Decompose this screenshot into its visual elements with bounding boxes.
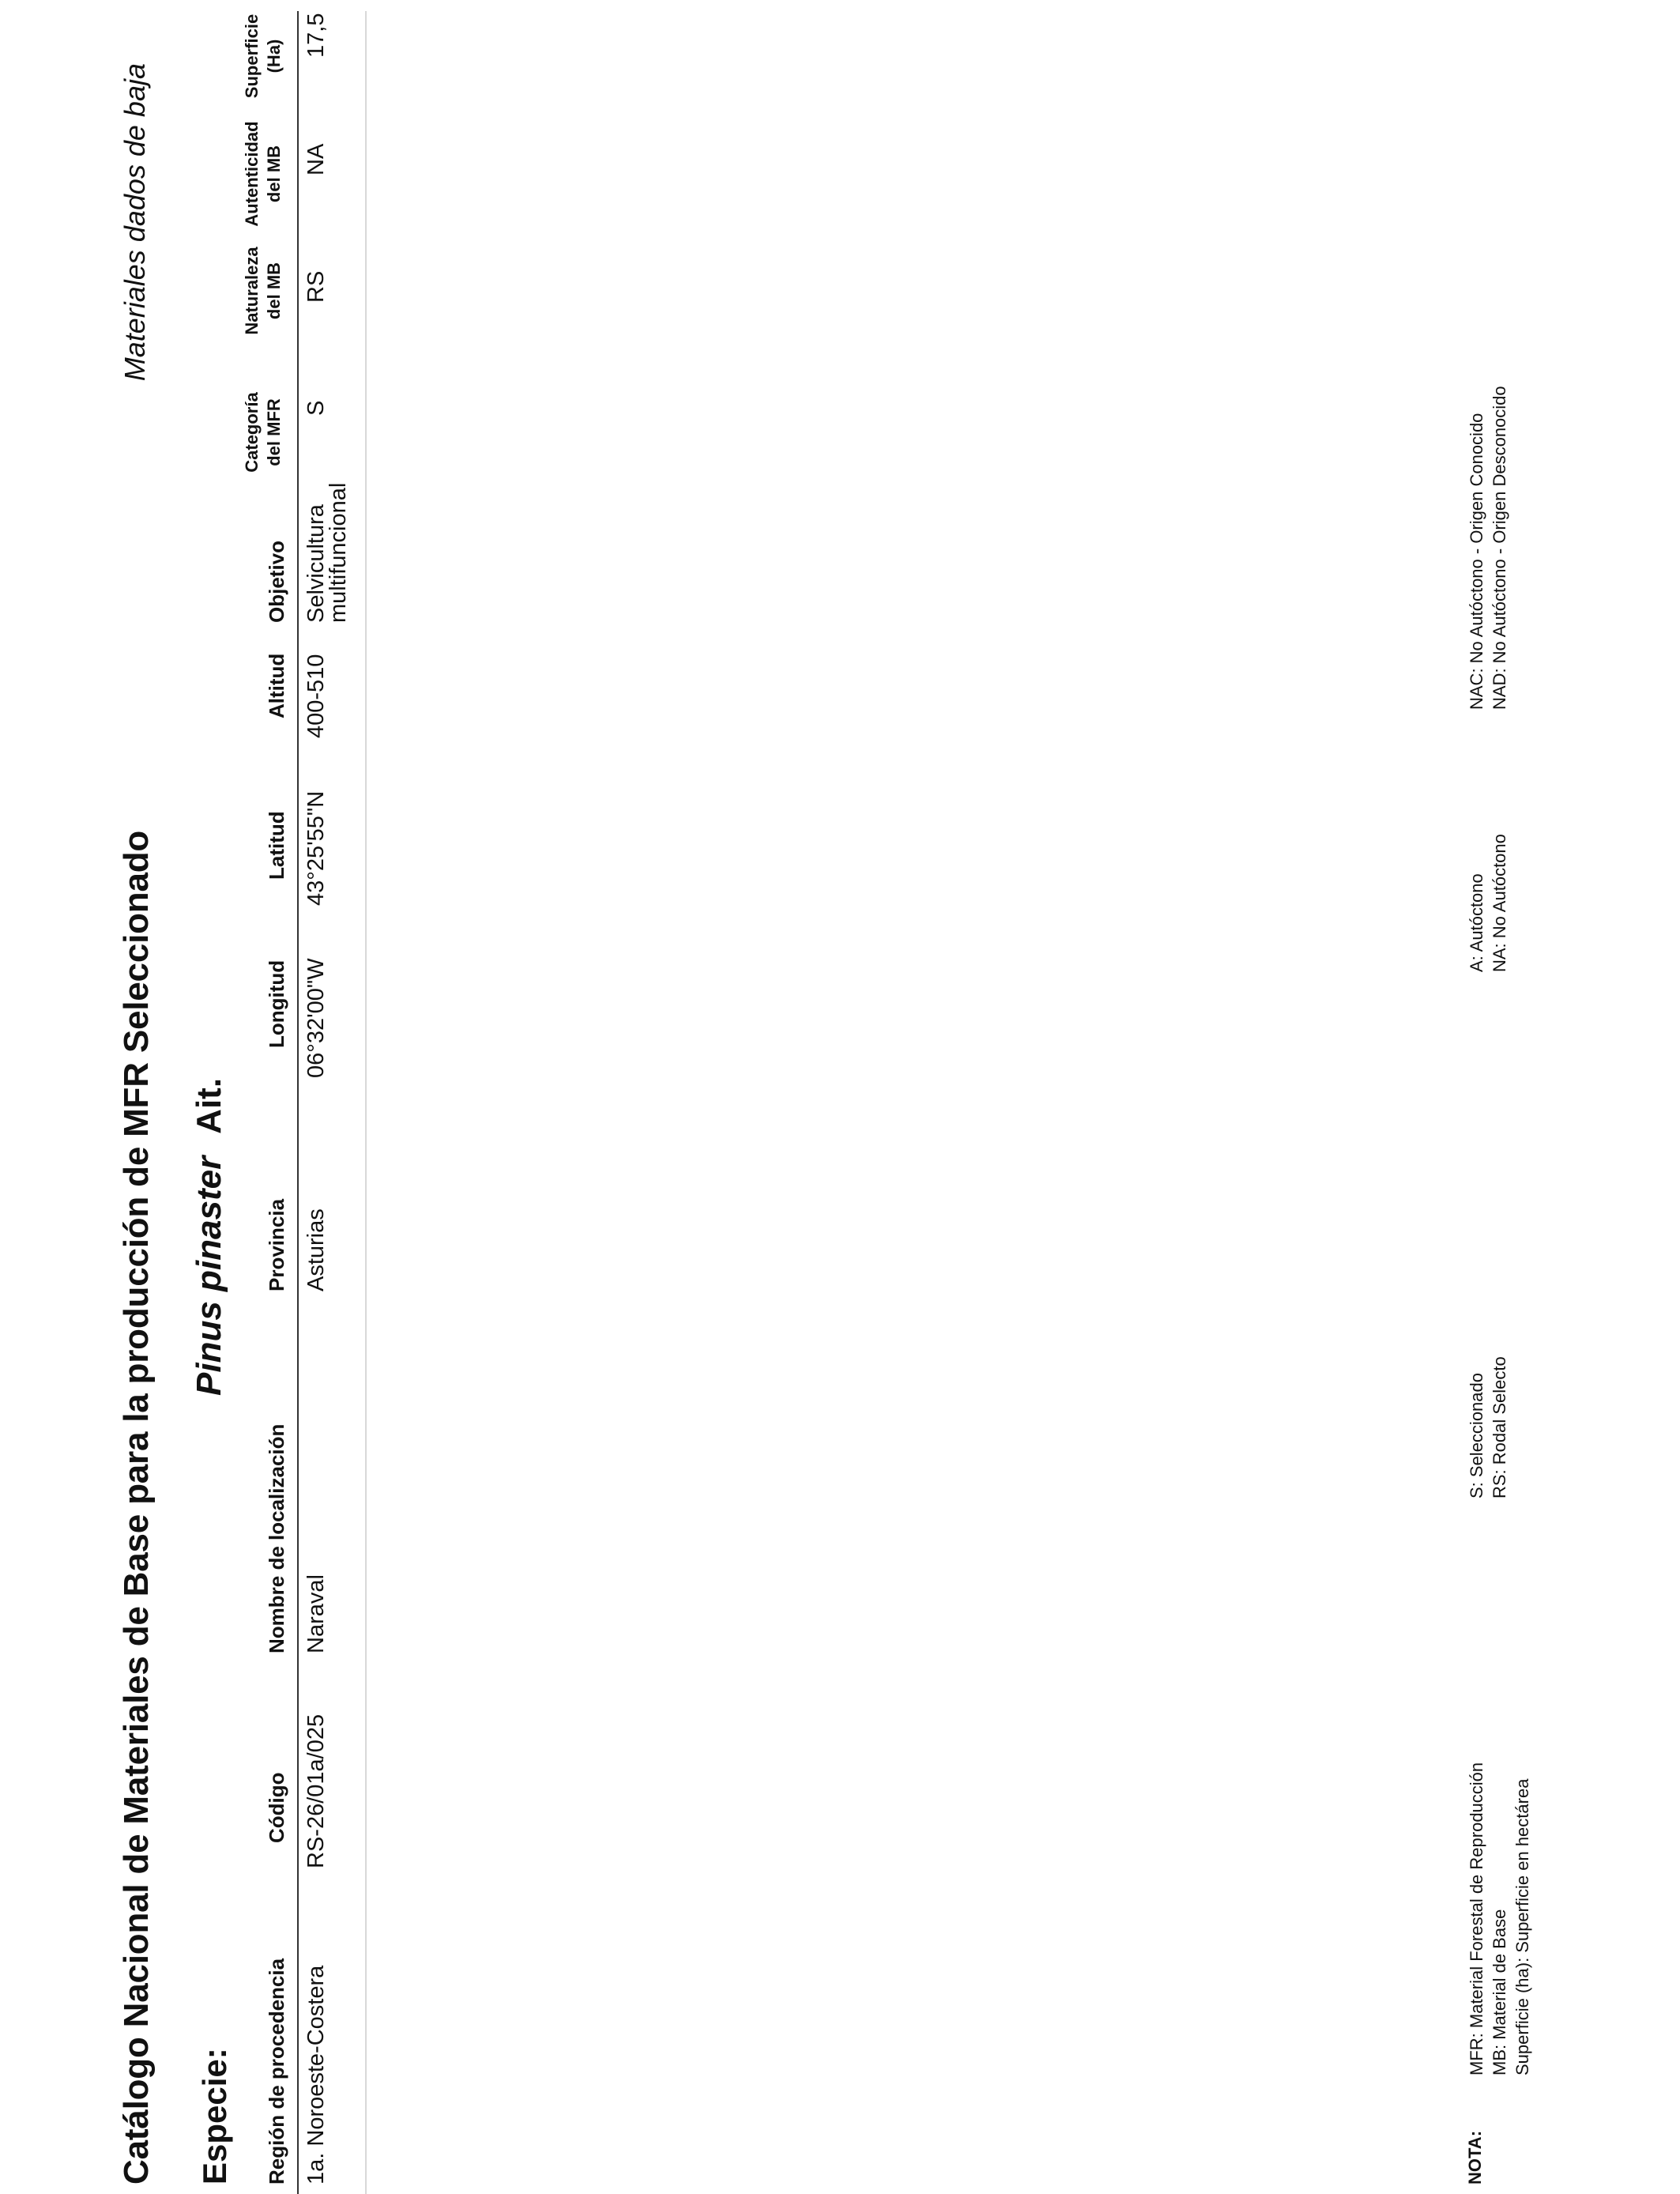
note-superficie: Superficie (ha): Superficie en hectárea xyxy=(1512,1778,1532,2075)
header-altitud: Altitud xyxy=(265,653,288,718)
cell-objetivo: Selvicultura xyxy=(303,504,329,623)
table-header-rule xyxy=(297,11,299,2194)
note-s: S: Seleccionado xyxy=(1467,1373,1486,1498)
species-heading xyxy=(190,1078,229,1396)
note-mb: MB: Material de Base xyxy=(1490,1909,1509,2075)
header-objetivo: Objetivo xyxy=(265,540,288,623)
header-nombre: Nombre de localización xyxy=(265,1423,288,1653)
cell-superficie: 17,5 xyxy=(303,13,329,58)
cell-longitud: 06°32'00"W xyxy=(303,958,329,1078)
header-naturaleza: Naturaleza del MB xyxy=(242,247,284,335)
notes-column-4 xyxy=(1465,267,1511,710)
note-nac: NAC: No Autóctono - Origen Conocido xyxy=(1467,413,1486,710)
notes-label: NOTA: xyxy=(1465,2130,1485,2185)
species-author: Ait. xyxy=(190,1077,228,1134)
header-longitud: Longitud xyxy=(265,959,288,1048)
notes-column-2 xyxy=(1465,1056,1511,1498)
cell-latitud: 43°25'55"N xyxy=(303,790,329,906)
header-superficie: Superficie (Ha) xyxy=(242,13,284,99)
header-region: Región de procedencia xyxy=(265,1958,288,2185)
note-mfr: MFR: Material Forestal de Reproducción xyxy=(1467,1762,1486,2075)
table-bottom-rule xyxy=(365,11,367,2194)
cell-objetivo-line2: multifuncional xyxy=(326,482,351,623)
document-title: Catálogo Nacional de Materiales de Base para la producción de MFR Seleccionado xyxy=(117,830,156,2185)
note-a: A: Autóctono xyxy=(1467,873,1486,972)
notes-column-1 xyxy=(1465,1633,1534,2075)
species-label: Especie: xyxy=(196,2048,233,2185)
species-scientific-name: Pinus pinaster xyxy=(190,1155,228,1396)
header-provincia: Provincia xyxy=(265,1198,288,1291)
cell-categoria: S xyxy=(303,400,329,416)
cell-naturaleza: RS xyxy=(303,270,329,303)
header-autenticidad: Autenticidad del MB xyxy=(242,121,284,227)
header-codigo: Código xyxy=(265,1772,288,1843)
cell-nombre: Naraval xyxy=(303,1574,329,1653)
header-categoria: Categoría del MFR xyxy=(242,392,284,473)
cell-altitud: 400-510 xyxy=(303,654,329,738)
note-na: NA: No Autóctono xyxy=(1490,834,1509,972)
cell-codigo: RS-26/01a/025 xyxy=(303,1713,329,1868)
cell-provincia: Asturias xyxy=(303,1208,329,1291)
cell-autenticidad: NA xyxy=(303,143,329,175)
note-nad: NAD: No Autóctono - Origen Desconocido xyxy=(1490,386,1509,710)
note-rs: RS: Rodal Selecto xyxy=(1490,1356,1509,1498)
cell-region: 1a. Noroeste-Costera xyxy=(303,1965,329,2185)
document-subtitle: Materiales dados de baja xyxy=(119,63,151,382)
header-latitud: Latitud xyxy=(265,811,288,880)
